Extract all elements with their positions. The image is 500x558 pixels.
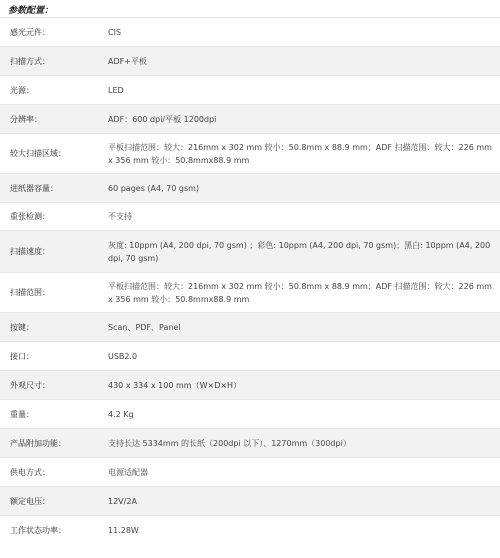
spec-row <box>0 273 500 313</box>
spec-row <box>0 134 500 174</box>
spec-row <box>0 231 500 273</box>
spec-value: 电源适配器 <box>100 458 500 487</box>
spec-value: 不支持 <box>100 203 500 231</box>
spec-value: CIS <box>100 18 500 47</box>
spec-label: 进纸器容量： <box>0 174 100 203</box>
spec-value: ADF：600 dpi/平板 1200dpi <box>100 105 500 134</box>
spec-row <box>0 400 500 429</box>
spec-row <box>0 429 500 458</box>
spec-value: 12V/2A <box>100 487 500 516</box>
spec-row <box>0 105 500 134</box>
spec-label: 重量： <box>0 400 100 429</box>
spec-label: 较大扫描区域： <box>0 134 100 174</box>
spec-row <box>0 76 500 105</box>
spec-label: 接口： <box>0 342 100 371</box>
spec-row <box>0 371 500 400</box>
spec-value: USB2.0 <box>100 342 500 371</box>
spec-value: 11.28W <box>100 516 500 545</box>
spec-label: 分辨率： <box>0 105 100 134</box>
spec-row <box>0 458 500 487</box>
spec-label: 按键： <box>0 313 100 342</box>
spec-label: 产品附加功能： <box>0 429 100 458</box>
spec-row <box>0 487 500 516</box>
spec-label: 扫描方式： <box>0 47 100 76</box>
spec-table <box>0 17 500 545</box>
spec-row <box>0 313 500 342</box>
section-title: 参数配置： <box>8 6 54 16</box>
spec-row <box>0 203 500 231</box>
spec-value: Scan、PDF、Panel <box>100 313 500 342</box>
spec-label: 外观尺寸： <box>0 371 100 400</box>
spec-row <box>0 342 500 371</box>
spec-label: 重张检测： <box>0 203 100 231</box>
spec-value: ADF+平板 <box>100 47 500 76</box>
spec-value: 60 pages (A4, 70 gsm) <box>100 174 500 203</box>
spec-label: 扫描速度： <box>0 231 100 273</box>
spec-value: 支持长达 5334mm 的长纸（200dpi 以下）、1270mm（300dpi） <box>100 429 500 458</box>
spec-row <box>0 516 500 545</box>
spec-label: 感光元件： <box>0 18 100 47</box>
spec-row <box>0 18 500 47</box>
spec-value: LED <box>100 76 500 105</box>
spec-value: 4.2 Kg <box>100 400 500 429</box>
spec-value: 平板扫描范围：较大：216mm x 302 mm 较小：50.8mm x 88.9 mm；ADF 扫描范围：较大：226 mm x 356 mm 较小：50.8mmx88.9 mm <box>100 134 500 174</box>
spec-label: 额定电压： <box>0 487 100 516</box>
spec-value: 430 x 334 x 100 mm（W×D×H） <box>100 371 500 400</box>
spec-label: 扫描范围： <box>0 273 100 313</box>
spec-value: 平板扫描范围：较大：216mm x 302 mm 较小：50.8mm x 88.9 mm；ADF 扫描范围：较大：226 mm x 356 mm 较小：50.8mmx88.9 mm <box>100 273 500 313</box>
spec-label: 光源： <box>0 76 100 105</box>
spec-value: 灰度: 10ppm (A4, 200 dpi, 70 gsm) ；彩色: 10ppm (A4, 200 dpi, 70 gsm)；黑白: 10ppm (A4, 200 dpi, 70 gsm) <box>100 231 500 273</box>
spec-label: 工作状态功率： <box>0 516 100 545</box>
spec-row <box>0 174 500 203</box>
spec-row <box>0 47 500 76</box>
spec-label: 供电方式： <box>0 458 100 487</box>
